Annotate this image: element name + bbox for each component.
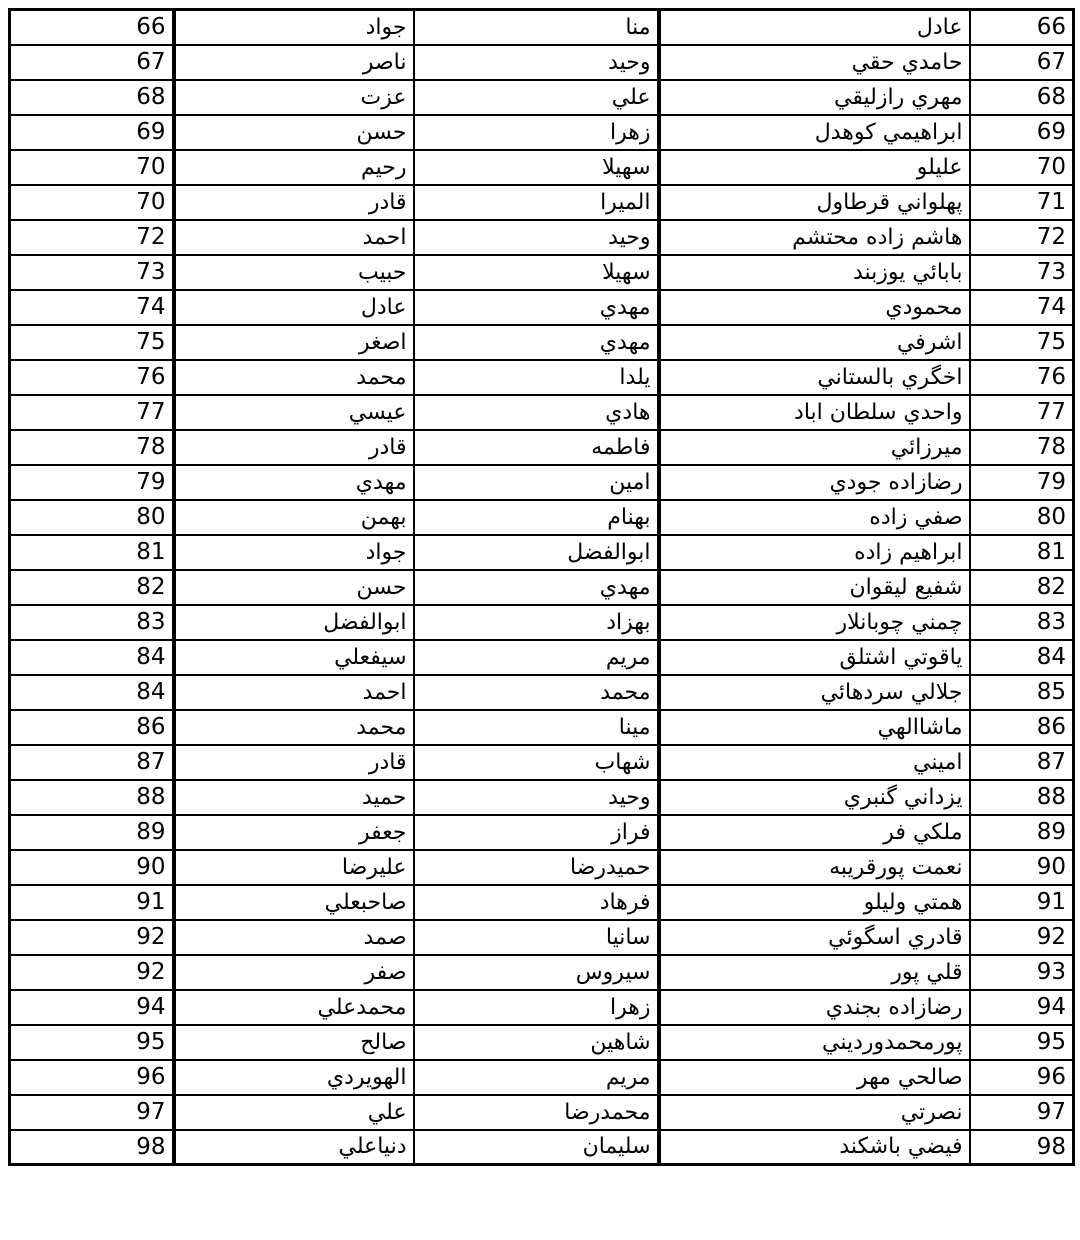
row-number-cell: 67 [970,45,1074,80]
rank-cell: 72 [10,220,174,255]
rank-cell: 95 [10,1025,174,1060]
family-name-cell: ياقوتي اشتلق [659,640,970,675]
rank-cell: 73 [10,255,174,290]
first-name-cell: حميدرضا [414,850,659,885]
table-row [10,220,1074,255]
row-number-cell: 91 [970,885,1074,920]
rank-cell: 89 [10,815,174,850]
table-row [10,990,1074,1025]
family-name-cell: بابائي يوزبند [659,255,970,290]
first-name-cell: شاهين [414,1025,659,1060]
row-number-cell: 75 [970,325,1074,360]
father-name-cell: قادر [174,430,414,465]
first-name-cell: يلدا [414,360,659,395]
table-row [10,640,1074,675]
rank-cell: 70 [10,150,174,185]
rank-cell: 83 [10,605,174,640]
rank-cell: 75 [10,325,174,360]
family-name-cell: يزداني گنبري [659,780,970,815]
row-number-cell: 74 [970,290,1074,325]
first-name-cell: وحيد [414,220,659,255]
rank-cell: 80 [10,500,174,535]
father-name-cell: ابوالفضل [174,605,414,640]
table-row [10,185,1074,220]
table-row [10,570,1074,605]
table-row [10,465,1074,500]
father-name-cell: جواد [174,535,414,570]
table-row [10,1095,1074,1130]
family-name-cell: چمني چوبانلار [659,605,970,640]
rank-cell: 81 [10,535,174,570]
row-number-cell: 82 [970,570,1074,605]
family-name-cell: صفي زاده [659,500,970,535]
father-name-cell: محمدعلي [174,990,414,1025]
father-name-cell: احمد [174,220,414,255]
father-name-cell: صفر [174,955,414,990]
row-number-cell: 87 [970,745,1074,780]
table-row [10,605,1074,640]
father-name-cell: جواد [174,10,414,45]
family-name-cell: قادري اسگوئي [659,920,970,955]
first-name-cell: امين [414,465,659,500]
father-name-cell: سيفعلي [174,640,414,675]
table-row [10,290,1074,325]
father-name-cell: حميد [174,780,414,815]
results-sheet [8,8,1072,1166]
rank-cell: 82 [10,570,174,605]
family-name-cell: ميرزائي [659,430,970,465]
family-name-cell: صالحي مهر [659,1060,970,1095]
row-number-cell: 72 [970,220,1074,255]
row-number-cell: 73 [970,255,1074,290]
row-number-cell: 66 [970,10,1074,45]
rank-cell: 70 [10,185,174,220]
rank-cell: 76 [10,360,174,395]
rank-cell: 98 [10,1130,174,1165]
rank-cell: 68 [10,80,174,115]
rank-cell: 66 [10,10,174,45]
father-name-cell: عليرضا [174,850,414,885]
first-name-cell: فرهاد [414,885,659,920]
rank-cell: 74 [10,290,174,325]
table-row [10,920,1074,955]
table-row [10,815,1074,850]
table-row [10,710,1074,745]
family-name-cell: ابراهيمي كوهدل [659,115,970,150]
rank-cell: 92 [10,955,174,990]
rank-cell: 67 [10,45,174,80]
family-name-cell: پورمحمدورديني [659,1025,970,1060]
results-table [8,8,1075,1166]
first-name-cell: مريم [414,1060,659,1095]
row-number-cell: 68 [970,80,1074,115]
first-name-cell: محمد [414,675,659,710]
first-name-cell: شهاب [414,745,659,780]
row-number-cell: 70 [970,150,1074,185]
rank-cell: 92 [10,920,174,955]
table-row [10,1060,1074,1095]
table-row [10,955,1074,990]
father-name-cell: مهدي [174,465,414,500]
rank-cell: 88 [10,780,174,815]
family-name-cell: همتي وليلو [659,885,970,920]
row-number-cell: 89 [970,815,1074,850]
family-name-cell: ماشاالهي [659,710,970,745]
table-row [10,500,1074,535]
rank-cell: 77 [10,395,174,430]
table-row [10,675,1074,710]
father-name-cell: دنياعلي [174,1130,414,1165]
first-name-cell: مهدي [414,570,659,605]
table-row [10,115,1074,150]
family-name-cell: اخگري بالستاني [659,360,970,395]
family-name-cell: حامدي حقي [659,45,970,80]
first-name-cell: وحيد [414,780,659,815]
first-name-cell: محمدرضا [414,1095,659,1130]
table-row [10,885,1074,920]
first-name-cell: مهدي [414,325,659,360]
row-number-cell: 93 [970,955,1074,990]
row-number-cell: 90 [970,850,1074,885]
father-name-cell: محمد [174,360,414,395]
father-name-cell: حسن [174,115,414,150]
table-row [10,535,1074,570]
father-name-cell: عيسي [174,395,414,430]
first-name-cell: بهزاد [414,605,659,640]
first-name-cell: زهرا [414,115,659,150]
family-name-cell: رضازاده بجندي [659,990,970,1025]
row-number-cell: 94 [970,990,1074,1025]
family-name-cell: پهلواني قرطاول [659,185,970,220]
father-name-cell: ناصر [174,45,414,80]
father-name-cell: عزت [174,80,414,115]
first-name-cell: وحيد [414,45,659,80]
rank-cell: 84 [10,640,174,675]
father-name-cell: اصغر [174,325,414,360]
row-number-cell: 86 [970,710,1074,745]
family-name-cell: اميني [659,745,970,780]
row-number-cell: 92 [970,920,1074,955]
family-name-cell: ابراهيم زاده [659,535,970,570]
family-name-cell: جلالي سردهائي [659,675,970,710]
first-name-cell: منا [414,10,659,45]
first-name-cell: ابوالفضل [414,535,659,570]
rank-cell: 90 [10,850,174,885]
family-name-cell: عليلو [659,150,970,185]
rank-cell: 97 [10,1095,174,1130]
family-name-cell: عادل [659,10,970,45]
table-row [10,780,1074,815]
father-name-cell: حبيب [174,255,414,290]
row-number-cell: 96 [970,1060,1074,1095]
row-number-cell: 76 [970,360,1074,395]
family-name-cell: مهري رازليقي [659,80,970,115]
rank-cell: 69 [10,115,174,150]
family-name-cell: واحدي سلطان اباد [659,395,970,430]
father-name-cell: محمد [174,710,414,745]
table-row [10,1025,1074,1060]
family-name-cell: اشرفي [659,325,970,360]
row-number-cell: 84 [970,640,1074,675]
father-name-cell: صاحبعلي [174,885,414,920]
first-name-cell: هادي [414,395,659,430]
row-number-cell: 79 [970,465,1074,500]
father-name-cell: بهمن [174,500,414,535]
father-name-cell: عادل [174,290,414,325]
table-row [10,850,1074,885]
father-name-cell: رحيم [174,150,414,185]
first-name-cell: فراز [414,815,659,850]
first-name-cell: سهيلا [414,255,659,290]
first-name-cell: مهدي [414,290,659,325]
family-name-cell: فيضي باشكند [659,1130,970,1165]
father-name-cell: صمد [174,920,414,955]
father-name-cell: حسن [174,570,414,605]
row-number-cell: 69 [970,115,1074,150]
first-name-cell: بهنام [414,500,659,535]
row-number-cell: 98 [970,1130,1074,1165]
first-name-cell: سهيلا [414,150,659,185]
rank-cell: 94 [10,990,174,1025]
rank-cell: 84 [10,675,174,710]
results-table-body [10,10,1074,1165]
family-name-cell: ملكي فر [659,815,970,850]
table-row [10,430,1074,465]
table-row [10,10,1074,45]
rank-cell: 87 [10,745,174,780]
row-number-cell: 97 [970,1095,1074,1130]
first-name-cell: سليمان [414,1130,659,1165]
row-number-cell: 81 [970,535,1074,570]
family-name-cell: شفيع ليقوان [659,570,970,605]
row-number-cell: 80 [970,500,1074,535]
table-row [10,395,1074,430]
table-row [10,80,1074,115]
first-name-cell: سيروس [414,955,659,990]
father-name-cell: احمد [174,675,414,710]
row-number-cell: 78 [970,430,1074,465]
row-number-cell: 88 [970,780,1074,815]
father-name-cell: صالح [174,1025,414,1060]
rank-cell: 91 [10,885,174,920]
first-name-cell: علي [414,80,659,115]
father-name-cell: قادر [174,185,414,220]
family-name-cell: قلي پور [659,955,970,990]
row-number-cell: 77 [970,395,1074,430]
first-name-cell: مريم [414,640,659,675]
rank-cell: 78 [10,430,174,465]
family-name-cell: نعمت پورقريبه [659,850,970,885]
family-name-cell: رضازاده جودي [659,465,970,500]
father-name-cell: الهويردي [174,1060,414,1095]
father-name-cell: جعفر [174,815,414,850]
rank-cell: 79 [10,465,174,500]
table-row [10,45,1074,80]
family-name-cell: محمودي [659,290,970,325]
table-row [10,150,1074,185]
row-number-cell: 83 [970,605,1074,640]
family-name-cell: نصرتي [659,1095,970,1130]
row-number-cell: 95 [970,1025,1074,1060]
rank-cell: 96 [10,1060,174,1095]
table-row [10,745,1074,780]
first-name-cell: سانيا [414,920,659,955]
first-name-cell: الميرا [414,185,659,220]
row-number-cell: 71 [970,185,1074,220]
table-row [10,1130,1074,1165]
family-name-cell: هاشم زاده محتشم [659,220,970,255]
first-name-cell: مينا [414,710,659,745]
rank-cell: 86 [10,710,174,745]
first-name-cell: فاطمه [414,430,659,465]
row-number-cell: 85 [970,675,1074,710]
father-name-cell: علي [174,1095,414,1130]
table-row [10,255,1074,290]
table-row [10,325,1074,360]
table-row [10,360,1074,395]
first-name-cell: زهرا [414,990,659,1025]
father-name-cell: قادر [174,745,414,780]
